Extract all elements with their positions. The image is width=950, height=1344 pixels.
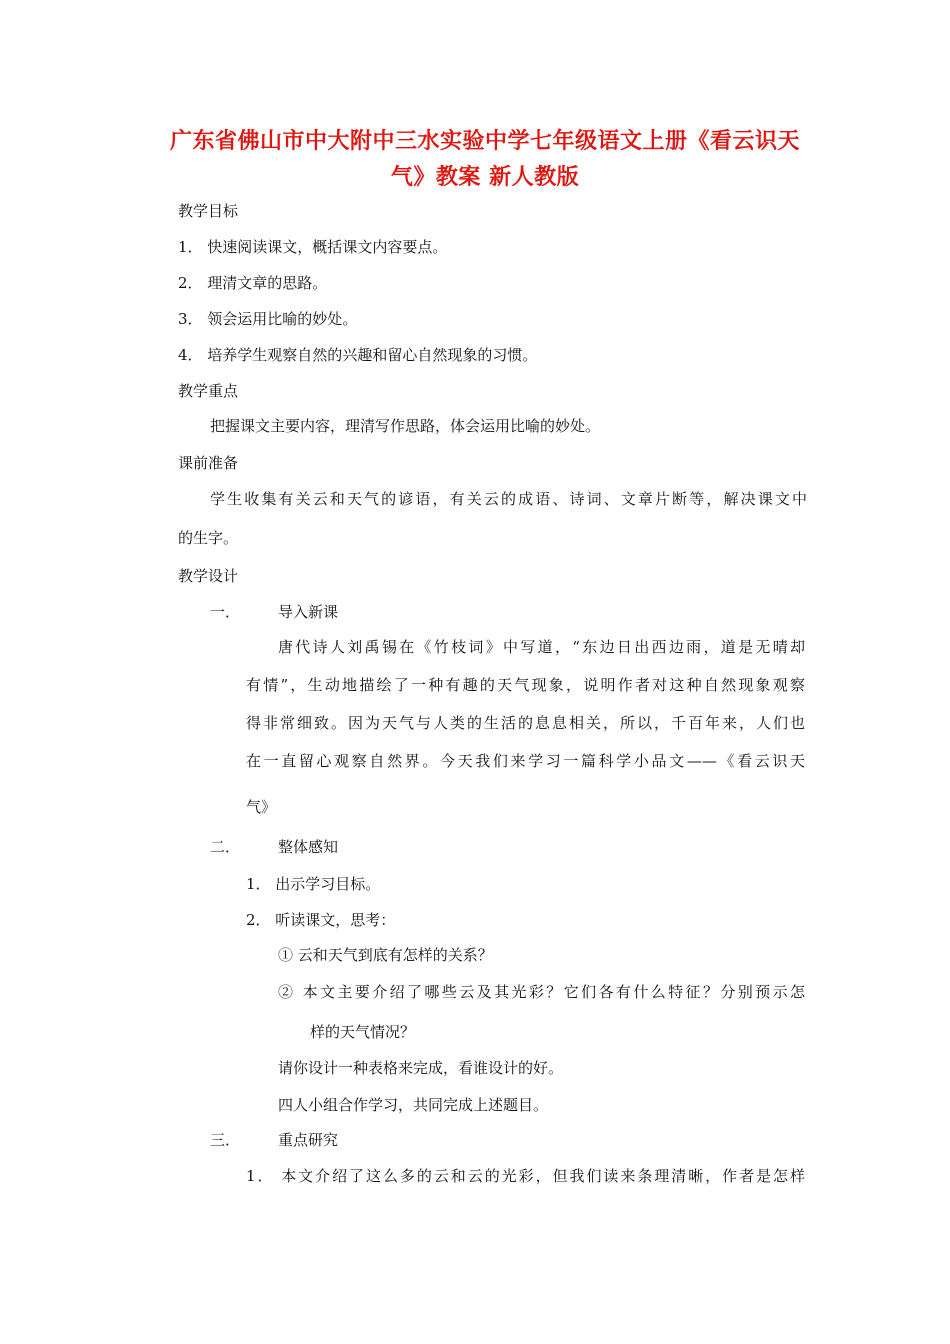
section3-item-1: 1． 本文介绍了这么多的云和云的光彩，但我们读来条理清晰，作者是怎样 [246, 1167, 805, 1185]
section1-line-2: 有情”，生动地描绘了一种有趣的天气现象，说明作者对这种自然现象观察 [246, 676, 805, 694]
question-2-line-1: ② 本文主要介绍了哪些云及其光彩？它们各有什么特征？分别预示怎 [278, 983, 805, 1001]
section1-line-1: 唐代诗人刘禹锡在《竹枝词》中写道，“东边日出西边雨，道是无晴却 [278, 638, 805, 656]
design-heading: 教学设计 [178, 567, 239, 585]
preparation-line-1: 学生收集有关云和天气的谚语，有关云的成语、诗词、文章片断等，解决课文中 [210, 490, 807, 508]
section2-label: 整体感知 [278, 838, 339, 856]
objective-item-2: 2． 理清文章的思路。 [178, 274, 328, 292]
document-title-line1: 广东省佛山市中大附中三水实验中学七年级语文上册《看云识天 [169, 128, 800, 154]
section1-label: 导入新课 [278, 603, 339, 621]
objectives-heading: 教学目标 [178, 202, 239, 220]
section1-line-5: 气》 [246, 798, 277, 816]
section2-number: 二． [210, 838, 241, 856]
section3-label: 重点研究 [278, 1131, 339, 1149]
objective-item-3: 3． 领会运用比喻的妙处。 [178, 310, 358, 328]
section2-item-2: 2． 听读课文，思考： [246, 911, 396, 929]
section1-line-4: 在一直留心观察自然界。今天我们来学习一篇科学小品文——《看云识天 [246, 752, 805, 770]
section3-number: 三． [210, 1131, 241, 1149]
section2-note-1: 请你设计一种表格来完成，看谁设计的好。 [278, 1059, 564, 1077]
objective-item-1: 1． 快速阅读课文，概括课文内容要点。 [178, 238, 448, 256]
question-2-line-2: 样的天气情况？ [310, 1023, 416, 1041]
objective-item-4: 4． 培养学生观察自然的兴趣和留心自然现象的习惯。 [178, 346, 538, 364]
focus-heading: 教学重点 [178, 382, 239, 400]
document-title-line2: 气》教案 新人教版 [390, 164, 580, 190]
section2-item-1: 1． 出示学习目标。 [246, 875, 381, 893]
question-1: ① 云和天气到底有怎样的关系？ [278, 946, 493, 964]
focus-text: 把握课文主要内容，理清写作思路，体会运用比喻的妙处。 [210, 417, 601, 435]
section1-number: 一． [210, 603, 241, 621]
section1-line-3: 得非常细致。因为天气与人类的生活的息息相关，所以，千百年来，人们也 [246, 714, 805, 732]
preparation-line-2: 的生字。 [178, 529, 239, 547]
preparation-heading: 课前准备 [178, 454, 239, 472]
section2-note-2: 四人小组合作学习，共同完成上述题目。 [278, 1096, 549, 1114]
